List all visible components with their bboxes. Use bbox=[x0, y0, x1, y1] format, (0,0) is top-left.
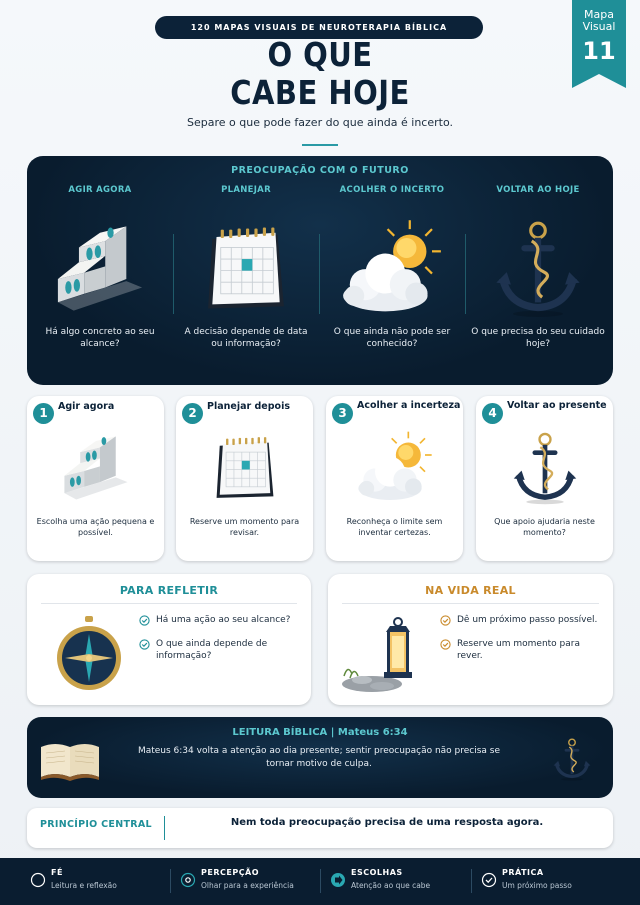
anchor-icon bbox=[478, 218, 598, 318]
principle-text: Nem toda preocupação precisa de uma resposta agora. bbox=[230, 817, 544, 828]
reading-text: Mateus 6:34 volta a atenção ao dia presente; sentir preocupação não precisa se tornar motivo de culpa. bbox=[137, 746, 501, 769]
step-text: Escolha uma ação pequena e possível. bbox=[36, 517, 155, 537]
worry-column-text: Há algo concreto ao seu alcance? bbox=[45, 327, 155, 349]
calendar-icon bbox=[200, 430, 290, 505]
worry-column-text: O que ainda não pode ser conhecido? bbox=[333, 327, 451, 349]
reading-title: LEITURA BÍBLICA | Mateus 6:34 bbox=[232, 727, 408, 738]
step-text: Reserve um momento para revisar. bbox=[189, 517, 300, 537]
check-circle-icon bbox=[440, 639, 451, 650]
step-card-present bbox=[476, 396, 613, 561]
stairs-icon bbox=[51, 430, 141, 505]
footer-divider bbox=[320, 869, 321, 893]
footer-item-subtitle: Leitura e reflexão bbox=[51, 881, 117, 890]
title-line-2: CABE HOJE bbox=[230, 73, 410, 112]
step-number: 4 bbox=[482, 403, 503, 424]
check-circle-icon bbox=[139, 639, 150, 650]
title-divider bbox=[302, 144, 338, 146]
footer-bar bbox=[0, 858, 640, 905]
anchor-icon bbox=[549, 729, 595, 789]
footer-item-subtitle: Olhar para a experiência bbox=[201, 881, 294, 890]
footer-item-subtitle: Atenção ao que cabe bbox=[351, 881, 431, 890]
step-number: 3 bbox=[332, 403, 353, 424]
central-principle bbox=[27, 808, 613, 848]
compass-icon bbox=[49, 614, 129, 694]
reflect-item bbox=[139, 638, 299, 662]
cloud-sun-icon bbox=[350, 430, 440, 505]
lantern-icon bbox=[338, 614, 430, 694]
worry-column-act bbox=[27, 156, 173, 385]
footer-item-choices bbox=[330, 858, 480, 905]
page-subtitle: Separe o que pode fazer do que ainda é incerto. bbox=[187, 116, 453, 129]
footer-item-perception bbox=[180, 858, 330, 905]
map-number: 11 bbox=[582, 37, 616, 65]
principle-divider bbox=[164, 816, 165, 840]
footer-item-subtitle: Um próximo passo bbox=[502, 881, 572, 890]
step-card-uncertain bbox=[326, 396, 463, 561]
map-label-2: Visual bbox=[582, 20, 616, 33]
map-label-1: Mapa bbox=[584, 8, 614, 21]
footer-divider bbox=[170, 869, 171, 893]
real-life-title: NA VIDA REAL bbox=[425, 584, 516, 597]
reflect-item-text: Há uma ação ao seu alcance? bbox=[156, 615, 291, 625]
worry-column-heading: VOLTAR AO HOJE bbox=[496, 185, 580, 195]
map-number-tag bbox=[572, 0, 626, 88]
worry-column-text: O que precisa do seu cuidado hoje? bbox=[471, 327, 605, 349]
calendar-icon bbox=[186, 218, 306, 318]
worry-panel bbox=[27, 156, 613, 385]
check-circle-icon bbox=[139, 615, 150, 626]
step-title: Planejar depois bbox=[207, 401, 290, 412]
step-card-plan bbox=[176, 396, 313, 561]
real-life-divider bbox=[342, 603, 599, 604]
real-life-item-text: Reserve um momento para rever. bbox=[457, 639, 580, 661]
step-title: Agir agora bbox=[58, 401, 115, 412]
footer-item-title: PERCEPÇÃO bbox=[201, 868, 260, 877]
cloud-sun-icon bbox=[332, 218, 452, 318]
arrow-icon bbox=[330, 872, 346, 888]
worry-column-heading: ACOLHER O INCERTO bbox=[339, 185, 445, 195]
footer-divider bbox=[471, 869, 472, 893]
reflect-item-text: O que ainda depende de informação? bbox=[156, 639, 268, 661]
worry-column-plan bbox=[173, 156, 319, 385]
footer-item-title: FÉ bbox=[51, 868, 63, 877]
step-number: 2 bbox=[182, 403, 203, 424]
step-text: Que apoio ajudaria neste momento? bbox=[494, 517, 595, 537]
worry-column-uncertain bbox=[319, 156, 465, 385]
reflect-title: PARA REFLETIR bbox=[119, 584, 219, 597]
footer-item-title: PRÁTICA bbox=[502, 868, 544, 877]
step-number: 1 bbox=[33, 403, 54, 424]
real-life-item bbox=[440, 614, 600, 626]
check-icon bbox=[481, 872, 497, 888]
footer-item-title: ESCOLHAS bbox=[351, 868, 403, 877]
check-circle-icon bbox=[440, 615, 451, 626]
step-card-act bbox=[27, 396, 164, 561]
reflect-box bbox=[27, 574, 311, 705]
open-book-icon bbox=[39, 737, 101, 781]
principle-label: PRINCÍPIO CENTRAL bbox=[40, 819, 152, 830]
step-title: Acolher a incerteza bbox=[357, 400, 461, 411]
real-life-item-text: Dê um próximo passo possível. bbox=[457, 615, 598, 625]
anchor-icon bbox=[500, 430, 590, 505]
eye-icon bbox=[180, 872, 196, 888]
footer-item-practice bbox=[481, 858, 631, 905]
footer-item-faith bbox=[30, 858, 180, 905]
series-banner: 120 MAPAS VISUAIS DE NEUROTERAPIA BÍBLICA bbox=[155, 16, 483, 39]
worry-column-heading: PLANEJAR bbox=[221, 185, 271, 195]
step-text: Reconheça o limite sem inventar certezas. bbox=[346, 517, 443, 537]
stairs-icon bbox=[40, 218, 160, 318]
circle-icon bbox=[30, 872, 46, 888]
real-life-item bbox=[440, 638, 600, 662]
worry-column-today bbox=[465, 156, 611, 385]
worry-column-heading: AGIR AGORA bbox=[68, 185, 132, 195]
worry-column-text: A decisão depende de data ou informação? bbox=[184, 327, 308, 349]
worry-panel-title: PREOCUPAÇÃO COM O FUTURO bbox=[231, 165, 409, 176]
reflect-item bbox=[139, 614, 299, 626]
bible-reading-panel bbox=[27, 717, 613, 798]
page-title bbox=[144, 36, 496, 112]
real-life-box bbox=[328, 574, 613, 705]
step-title: Voltar ao presente bbox=[507, 400, 607, 411]
reflect-divider bbox=[41, 603, 297, 604]
title-line-1: O QUE bbox=[267, 35, 373, 74]
